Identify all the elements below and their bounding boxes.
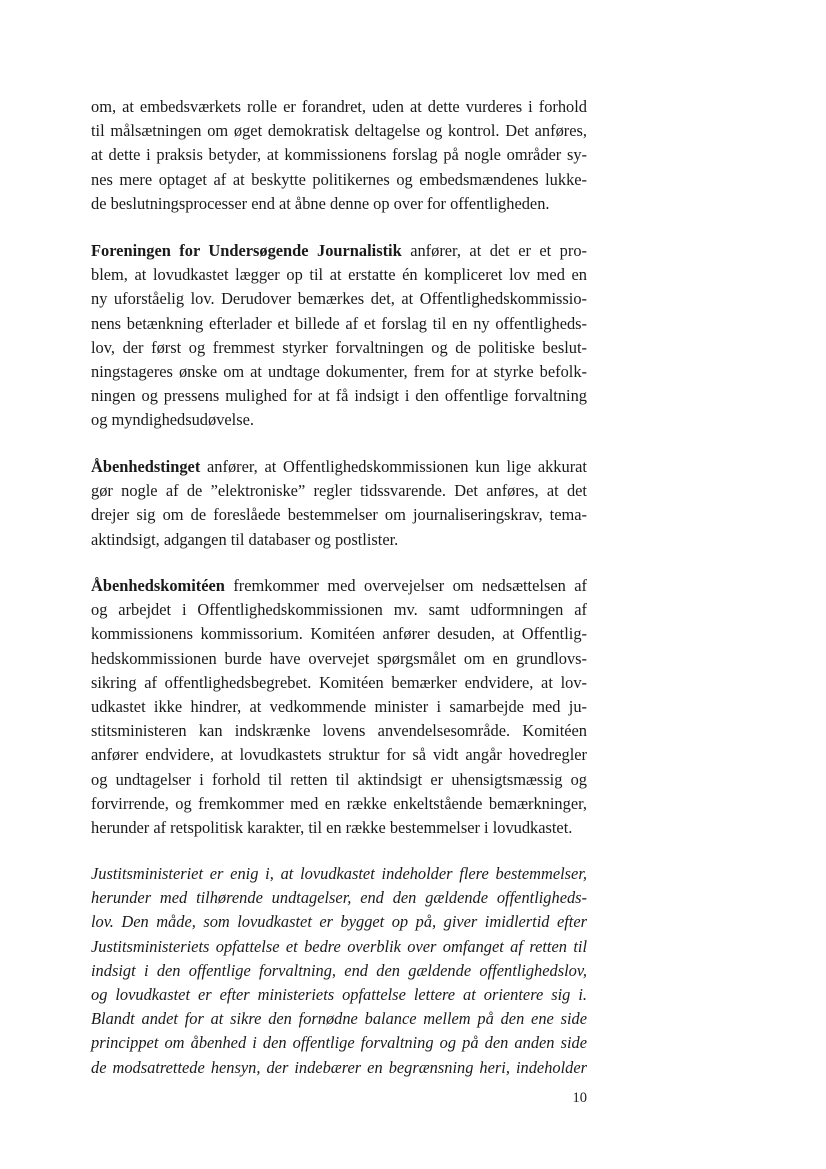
text-line: herunder med tilhørende undtagelser, end den gældende offentligheds- [91, 888, 587, 908]
text-line: gør nogle af de ”elektroniske” regler tidssvarende. Det anføres, at det [91, 481, 587, 501]
text-line: sikring af offentlighedsbegrebet. Komitéen bemærker endvidere, at lov- [91, 672, 587, 692]
line-text: anfører, at det er et pro- [401, 241, 587, 260]
text-line: de beslutningsprocesser end at åbne denne op over for offentligheden. [91, 193, 550, 213]
text-line [91, 574, 587, 598]
text-line: hedskommissionen burde have overvejet spørgsmålet om en grundlovs- [91, 648, 587, 668]
text-line: blem, at lovudkastet lægger op til at erstatte én kompliceret lov med en [91, 265, 587, 285]
ministry-comment [91, 862, 587, 1080]
text-line: lov, der først og fremmest styrker forvaltningen og de politiske beslut- [91, 337, 587, 357]
text-line: indsigt i den offentlige forvaltning, end den gældende offentlighedslov, [91, 960, 587, 980]
text-line: Blandt andet for at sikre den fornødne balance mellem på den ene side [91, 1009, 587, 1029]
line-text: anfører, at Offentlighedskommissionen kun lige akkurat [200, 457, 587, 476]
text-line: til målsætningen om øget demokratisk deltagelse og kontrol. Det anføres, [91, 121, 587, 141]
text-line: princippet om åbenhed i den offentlige forvaltning og på den anden side [91, 1033, 587, 1053]
text-line: og lovudkastet er efter ministeriets opfattelse lettere at orientere sig i. [91, 984, 587, 1004]
paragraph-1 [91, 95, 587, 216]
text-line: drejer sig om de foreslåede bestemmelser om journaliseringskrav, tema- [91, 505, 587, 525]
text-line: de modsatrettede hensyn, der indebærer en begrænsning heri, indeholder [91, 1057, 587, 1077]
text-line: kommissionens kommissorium. Komitéen anfører desuden, at Offentlig- [91, 624, 587, 644]
page-number: 10 [572, 1090, 587, 1106]
text-line: ningen og pressens mulighed for at få indsigt i den offentlige forvaltning [91, 386, 587, 406]
text-line: ny uforståelig lov. Derudover bemærkes det, at Offentlighedskommissio- [91, 289, 587, 309]
text-line: nens betænkning efterlader et billede af et forslag til en ny offentligheds- [91, 313, 587, 333]
text-line: at dette i praksis betyder, at kommissionens forslag på nogle områder sy- [91, 145, 587, 165]
text-line [91, 455, 587, 479]
text-line: herunder af retspolitisk karakter, til en række bestemmelser i lovudkastet. [91, 817, 573, 837]
text-line: ningstageres ønske om at undtage dokumenter, frem for at styrke befolk- [91, 361, 587, 381]
paragraph-4 [91, 574, 587, 840]
organization-name: Åbenhedskomitéen [91, 576, 225, 595]
text-line: Justitsministeriet er enig i, at lovudkastet indeholder flere bestemmelser, [91, 864, 587, 883]
text-line: lov. Den måde, som lovudkastet er bygget op på, giver imidlertid efter [91, 912, 587, 932]
text-line: stitsministeren kan indskrænke lovens anvendelsesområde. Komitéen [91, 721, 587, 741]
paragraph-2 [91, 239, 587, 433]
text-line: udkastet ikke hindrer, at vedkommende minister i samarbejde med ju- [91, 696, 587, 716]
text-line: forvirrende, og fremkommer med en række enkeltstående bemærkninger, [91, 793, 587, 813]
organization-name: Åbenhedstinget [91, 457, 201, 476]
text-line [91, 239, 587, 263]
text-line: anfører endvidere, at lovudkastets struktur for så vidt angår hovedregler [91, 745, 587, 765]
text-line: og arbejdet i Offentlighedskommissionen mv. samt udformningen af [91, 600, 587, 620]
paragraph-3 [91, 455, 587, 552]
text-line: om, at embedsværkets rolle er forandret, uden at dette vurderes i forhold [91, 97, 587, 116]
text-line: nes mere optaget af at beskytte politikernes og embedsmændenes lukke- [91, 169, 587, 189]
text-line: Justitsministeriets opfattelse et bedre overblik over omfanget af retten til [91, 936, 587, 956]
text-line: aktindsigt, adgangen til databaser og postlister. [91, 529, 399, 549]
line-text: fremkommer med overvejelser om nedsættelsen af [224, 576, 587, 595]
organization-name: Foreningen for Undersøgende Journalistik [91, 241, 402, 260]
text-line: og myndighedsudøvelse. [91, 410, 254, 430]
text-line: og undtagelser i forhold til retten til aktindsigt er uhensigtsmæssig og [91, 769, 587, 789]
